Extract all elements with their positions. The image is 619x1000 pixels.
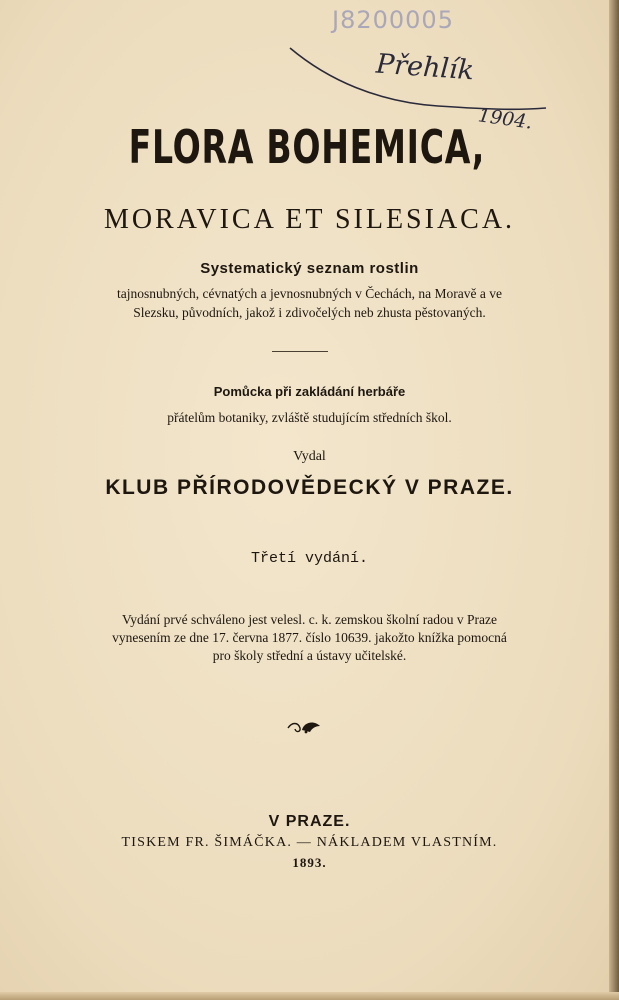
purpose-heading: Pomůcka při zakládání herbáře	[213, 384, 406, 399]
approval-line: pro školy střední a ústavy učitelské.	[212, 648, 407, 663]
imprint-year: 1893.	[292, 855, 327, 870]
book-title: FLORA BOHEMICA,	[128, 120, 486, 174]
published-by-label: Vydal	[293, 449, 326, 464]
description-heading: Systematický seznam rostlin	[200, 260, 419, 277]
publisher-name: KLUB PŘÍRODOVĚDECKÝ V PRAZE.	[105, 476, 514, 499]
signature-year: 1904.	[476, 104, 534, 134]
description-line: Slezsku, původních, jakož i zdivočelých neb zhusta pěstovaných.	[133, 305, 486, 320]
page-bottom-edge	[0, 992, 619, 1000]
edition-label: Třetí vydání.	[250, 550, 369, 567]
purpose-line: přátelům botaniky, zvláště studujícím středních škol.	[167, 410, 452, 425]
approval-line: Vydání prvé schváleno jest velesl. c. k. zemskou školní radou v Praze	[122, 612, 497, 627]
description-line: tajnosnubných, cévnatých a jevnosnubných v Čechách, na Moravě a ve	[117, 286, 502, 301]
owner-signature: Přehlík	[375, 48, 476, 87]
divider-rule	[272, 351, 328, 352]
ornament-icon	[286, 718, 322, 736]
imprint-city: V PRAZE.	[268, 813, 351, 830]
catalog-number: J8200005	[332, 6, 454, 34]
approval-line: vynesením ze dne 17. června 1877. číslo 10639. jakožto knížka pomocná	[112, 630, 507, 645]
imprint-printer: TISKEM FR. ŠIMÁČKA. — NÁKLADEM VLASTNÍM.	[121, 835, 498, 850]
book-subtitle: MORAVICA ET SILESIACA.	[103, 204, 516, 235]
